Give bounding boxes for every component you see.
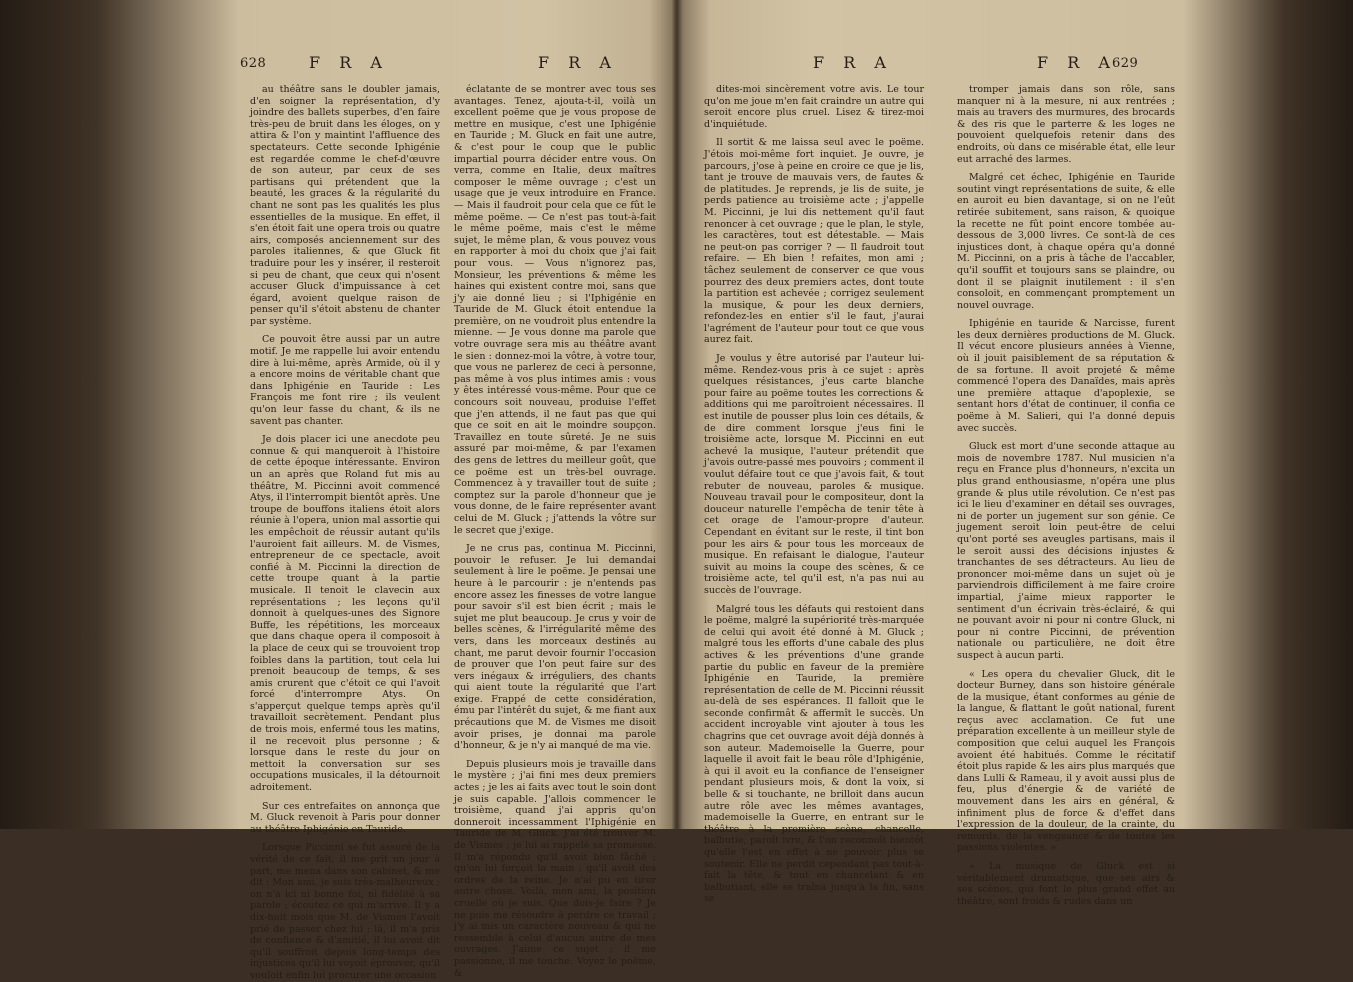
- paragraph: « La musique de Gluck est si véritablement dramatique, que ses airs & ses scènes, qui font le plus grand effet au théâtre, sont froids & rudes dans un: [957, 861, 1175, 907]
- paragraph: Je dois placer ici une anecdote peu connue & qui manqueroit à l'histoire de cette époque intéressante. Environ un an après que Roland fut mis au théâtre, M. Piccinni avoit commencé Atys, il l'interrompit bientôt après. Une troupe de bouffons italiens étoit alors réunie à l'opera, union mal assortie qui les empêchoit de réussir autant qu'ils l'auroient fait ailleurs. M. de Vismes, entrepreneur de ce spectacle, avoit confié à M. Piccinni la direction de cette troupe quant à la partie musicale. Il tenoit le clavecin aux représentations ; les leçons qu'il donnoit à quelques-unes des Signore Buffe, les répétitions, les morceaux que dans chaque opera il composoit à la place de ceux qui se trouvoient trop foibles dans la partition, tout cela lui prenoit beaucoup de temps, & ses amis crurent que c'étoit ce qui l'avoit forcé d'interrompre Atys. On s'apperçut quelque temps après qu'il travailloit secrètement. Pendant plus de trois mois, enfermé tous les matins, il ne recevoit plus personne ; & lorsque dans le reste du jour on mettoit la conversation sur ses occupations musicales, il la détournoit adroitement.: [250, 434, 440, 794]
- running-head-right-2: F R A: [1037, 53, 1117, 72]
- page-number-right: 629: [1112, 56, 1139, 71]
- paragraph: Il sortit & me laissa seul avec le poëme. J'étois moi-même fort inquiet. Je ouvre, je parcours, j'ose à peine en croire ce que je lis, tant je trouve de mauvais vers, de fautes & de platitudes. Je reprends, je lis de suite, je perds patience au troisième acte ; j'appelle M. Piccinni, je lui dis nettement qu'il faut renoncer à cet ouvrage ; que le plan, le style, les caractères, tout est détestable. — Mais ne peut-on pas corriger ? — Il faudroit tout refaire. — Eh bien ! refaites, mon ami ; tâchez seulement de conserver ce que vous pourrez des deux premiers actes, dont toute la partition est achevée ; corrigez seulement la musique, & pour les deux derniers, refondez-les en entier s'il le faut, j'aurai l'agrément de l'auteur pour tout ce que vous aurez fait.: [704, 137, 924, 346]
- paragraph: Je ne crus pas, continua M. Piccinni, pouvoir le refuser. Je lui demandai seulement à lire le poëme. Je pensai une heure à le parcourir : je n'entends pas encore assez les finesses de votre langue pour savoir s'il est bien écrit ; mais le sujet me plut beaucoup. Je crus y voir de belles scènes, & l'irrégularité même des vers, dans les morceaux destinés au chant, me parut devoir fournir l'occasion de prouver que l'on peut faire sur des vers inégaux & irréguliers, des chants qui aient toute la régularité que l'art exige. Frappé de cette considération, ému par l'intérêt du sujet, & me fiant aux précautions que M. de Vismes me disoit avoir prises, je donnai ma parole d'honneur, & je n'y ai manqué de ma vie.: [454, 543, 656, 752]
- running-head-left: F R A: [309, 53, 389, 72]
- paragraph: Malgré tous les défauts qui restoient dans le poëme, malgré la supériorité très-marquée de celui qui avoit été donné à M. Gluck ; malgré tous les efforts d'une cabale des plus actives & les préventions d'une grande partie du public en faveur de la première Iphigénie en Tauride, la première représentation de celle de M. Piccinni réussit au-delà de ses espérances. Il falloit que le seconde confirmât & affermît le succès. Un accident incroyable vint ajouter à tous les chagrins que cet ouvrage avoit déjà donnés à son auteur. Mademoiselle la Guerre, pour laquelle il avoit fait le beau rôle d'Iphigénie, à qui il avoit eu la confiance de l'enseigner pendant plusieurs mois, & dont la voix, si belle & si touchante, ne brilloit dans aucun autre rôle avec les mêmes avantages, mademoiselle la Guerre, en entrant sur le théâtre à la première scène, chancelle, balbutie, paroît ivre, & l'on reconnoît bientôt qu'elle l'est en effet à ne pouvoir plus se soutenir. Elle ne perdit cependant pas tout-à-fait la tête, & tout en chancelant & en balbutiant, elle se traîna jusqu'à la fin, sans se: [704, 603, 924, 905]
- paragraph: Gluck est mort d'une seconde attaque au mois de novembre 1787. Nul musicien n'a reçu en France plus d'honneurs, n'excita un plus grand enthousiasme, n'opéra une plus grande & plus utile révolution. Ce n'est pas ici le lieu d'examiner en détail ses ouvrages, ni de porter un jugement sur son génie. Ce jugement seroit loin peut-être de celui qu'ont porté ses aveugles partisans, mais il le seroit aussi des décisions injustes & tranchantes de ses détracteurs. Au lieu de prononcer moi-même dans un sujet où je parviendrois difficilement à me faire croire impartial, j'aime mieux rapporter le sentiment d'un écrivain très-éclairé, & qui ne pouvant avoir ni pour ni contre Gluck, ni pour ni contre Piccinni, de prévention nationale ou particulière, ne doit être suspect à aucun parti.: [957, 441, 1175, 661]
- text-column-4: [957, 84, 1175, 907]
- paragraph: Ce pouvoit être aussi par un autre motif. Je me rappelle lui avoir entendu dire à lui-même, après Armide, où il y a encore moins de véritable chant que dans Iphigénie en Tauride : Les François me font rire ; ils veulent qu'on leur fasse du chant, & ils ne savent pas chanter.: [250, 334, 440, 427]
- paragraph: dites-moi sincèrement votre avis. Le tour qu'on me joue m'en fait craindre un autre qui seroit encore plus cruel. Lisez & tirez-moi d'inquiétude.: [704, 84, 924, 130]
- paragraph: éclatante de se montrer avec tous ses avantages. Tenez, ajouta-t-il, voilà un excellent poëme que je vous propose de mettre en musique, c'est une Iphigénie en Tauride ; M. Gluck en fait une autre, & c'est pour le coup que le public impartial pourra décider entre vous. On verra, comme en Italie, deux maîtres composer le même ouvrage ; c'est un usage que je veux introduire en France. — Mais il faudroit pour cela que ce fût le même poëme. — Ce n'est pas tout-à-fait le même poëme, mais c'est le même sujet, le même plan, & vous pouvez vous en rapporter à moi du choix que j'ai fait pour vous. — Vous n'ignorez pas, Monsieur, les préventions & même les haines qui existent contre moi, sans que j'y aie donné lieu ; si l'Iphigénie en Tauride de M. Gluck étoit entendue la première, on ne voudroit plus entendre la mienne. — Je vous donne ma parole que votre ouvrage sera mis au théâtre avant le sien : donnez-moi la vôtre, à votre tour, que vous ne parlerez de ceci à personne, pas même à vos plus intimes amis : vous y êtes intéressé vous-même. Pour que ce concours soit nouveau, produise l'effet que j'en attends, il ne faut pas que qui que ce soit en ait le moindre soupçon. Travaillez en toute sûreté. Je ne suis assuré par moi-même, & par l'examen des gens de lettres du meilleur goût, que ce poëme est un très-bel ouvrage. Commencez à y travailler tout de suite ; comptez sur la parole d'honneur que je vous donne, de le faire représenter avant celui de M. Gluck ; j'attends la vôtre sur le secret que j'exige.: [454, 84, 656, 536]
- text-column-3: [704, 84, 924, 905]
- paragraph: tromper jamais dans son rôle, sans manquer ni à la mesure, ni aux rentrées ; mais au travers des murmures, des brocards & des ris que le parterre & les loges ne pouvoient quelquefois retenir dans des endroits, où dans ce misérable état, elle leur eut arraché des larmes.: [957, 84, 1175, 165]
- paragraph: Malgré cet échec, Iphigénie en Tauride soutint vingt représentations de suite, & elle en auroit eu bien davantage, si on ne l'eût retirée subitement, sans raison, & quoique la recette ne fût point encore tombée au-dessous de 3,000 livres. Ce sont-là de ces injustices dont, à chaque opéra qu'a donné M. Piccinni, on a pris à tâche de l'accabler, qu'il souffit et toujours sans se plaindre, ou dont il se plaignit inutilement : il s'en consoloit, en commençant promptement un nouvel ouvrage.: [957, 172, 1175, 311]
- running-head-right: F R A: [813, 53, 893, 72]
- page-number-left: 628: [240, 56, 267, 71]
- paragraph: Je voulus y être autorisé par l'auteur lui-même. Rendez-vous pris à ce sujet : après quelques résistances, j'eus carte blanche pour faire au poëme toutes les corrections & additions qui me paroîtroient nécessaires. Il est inutile de pousser plus loin ces détails, & de dire comment lorsque j'eus fini le troisième acte, lorsque M. Piccinni en eut achevé la musique, l'auteur prétendit que j'avois outre-passé mes pouvoirs ; comment il voulut défaire tout ce que j'avois fait, & tout rebuter de nouveau, paroles & musique. Nouveau travail pour le compositeur, dont la douceur naturelle l'empêcha de tenir tête à cet orage de l'amour-propre d'auteur. Cependant en évitant sur le reste, il tint bon pour les airs & pour tous les morceaux de musique. En refaisant le dialogue, l'auteur suivit au moins la coupe des scènes, & ce troisième acte, tel qu'il est, n'a pas nui au succès de l'ouvrage.: [704, 353, 924, 596]
- paragraph: Lorsque Piccinni se fut assuré de la vérité de ce fait, il me prit un jour à part, me mena dans son cabinet, & me dit : Mon ami, je suis très-malheureux ; on n'a ici ni bonne foi, ni fidélité à sa parole ; écoutez ce qui m'arrive. Il y a dix-huit mois que M. de Vismes l'avoit prié de passer chez lui ; là, il m'a pris de confiance & d'amitié, il lui avoit dit qu'il souffroit depuis long-temps des injustices qu'il lui voyoit éprouver, qu'il vouloit enfin lui procurer une occasion: [250, 842, 440, 981]
- paragraph: au théâtre sans le doubler jamais, d'en soigner la représentation, d'y joindre des ballets superbes, d'en faire très-peu de bruit dans les éloges, on y attira & l'on y maintint l'affluence des spectateurs. Cette seconde Iphigénie est regardée comme le chef-d'œuvre de son auteur, par ceux de ses partisans qui prétendent que la beauté, les graces & la régularité du chant ne sont pas les qualités les plus essentielles de la musique. En effet, il s'en étoit fait une opera trois ou quatre airs, composés anciennement sur des paroles italiennes, & que Gluck fit traduire pour les y insérer, il resteroit si peu de chant, que ceux qui n'osent accuser Gluck d'impuissance à cet égard, avoient quelque raison de penser qu'il s'étoit abstenu de chanter par système.: [250, 84, 440, 327]
- paragraph: Sur ces entrefaites on annonça que M. Gluck revenoit à Paris pour donner au théâtre Iphigénie en Tauride.: [250, 800, 440, 835]
- paragraph: « Les opera du chevalier Gluck, dit le docteur Burney, dans son histoire générale de la musique, étant conformes au génie de la langue, & flattant le goût national, furent reçus avec acclamation. Ce fut une préparation excellente à un meilleur style de composition que celui auquel les François avoient été habitués. Comme le récitatif étoit plus rapide & les airs plus marqués que dans Lulli & Rameau, il y avoit aussi plus de feu, plus d'énergie & de variété de mouvement dans les airs en général, & infiniment plus de force & d'effet dans l'expression de la douleur, de la crainte, du remords, de la vengeance & de toutes les passions violentes. »: [957, 668, 1175, 854]
- paragraph: Iphigénie en tauride & Narcisse, furent les deux dernières productions de M. Gluck. Il vécut encore plusieurs années à Vienne, où il jouit paisiblement de sa réputation & de sa fortune. Il avoit projeté & même commencé l'opera des Danaïdes, mais après une première attaque d'apoplexie, se sentant hors d'état de continuer, il confia ce poëme à M. Salieri, qui l'a donné depuis avec succès.: [957, 318, 1175, 434]
- paragraph: Depuis plusieurs mois je travaille dans le mystère ; j'ai fini mes deux premiers actes ; je les ai faits avec tout le soin dont je suis capable. J'allois commencer le troisième, quand j'ai appris qu'on donneroit incessamment l'Iphigénie en Tauride de M. Gluck. J'ai été trouver M. de Vismes ; je lui ai rappelé sa promesse. Il m'a répondu qu'il avoit bien fâché ; qu'on lui forçoit la main ; qu'il avoit des ordres de la reine. Je n'ai pu en tirer autre chose. Voilà, mon ami, la position cruelle où je suis. Que dois-je faire ? Je ne puis me résoudre à perdre ce travail ; j'y ai mis un caractère nouveau & qui ne ressemble à celui d'aucun autre de mes ouvrages. J'aime ce sujet ; il me passionne, il me touche. Voyez le poëme, &: [454, 758, 657, 979]
- running-head-left-center: F R A: [538, 53, 618, 72]
